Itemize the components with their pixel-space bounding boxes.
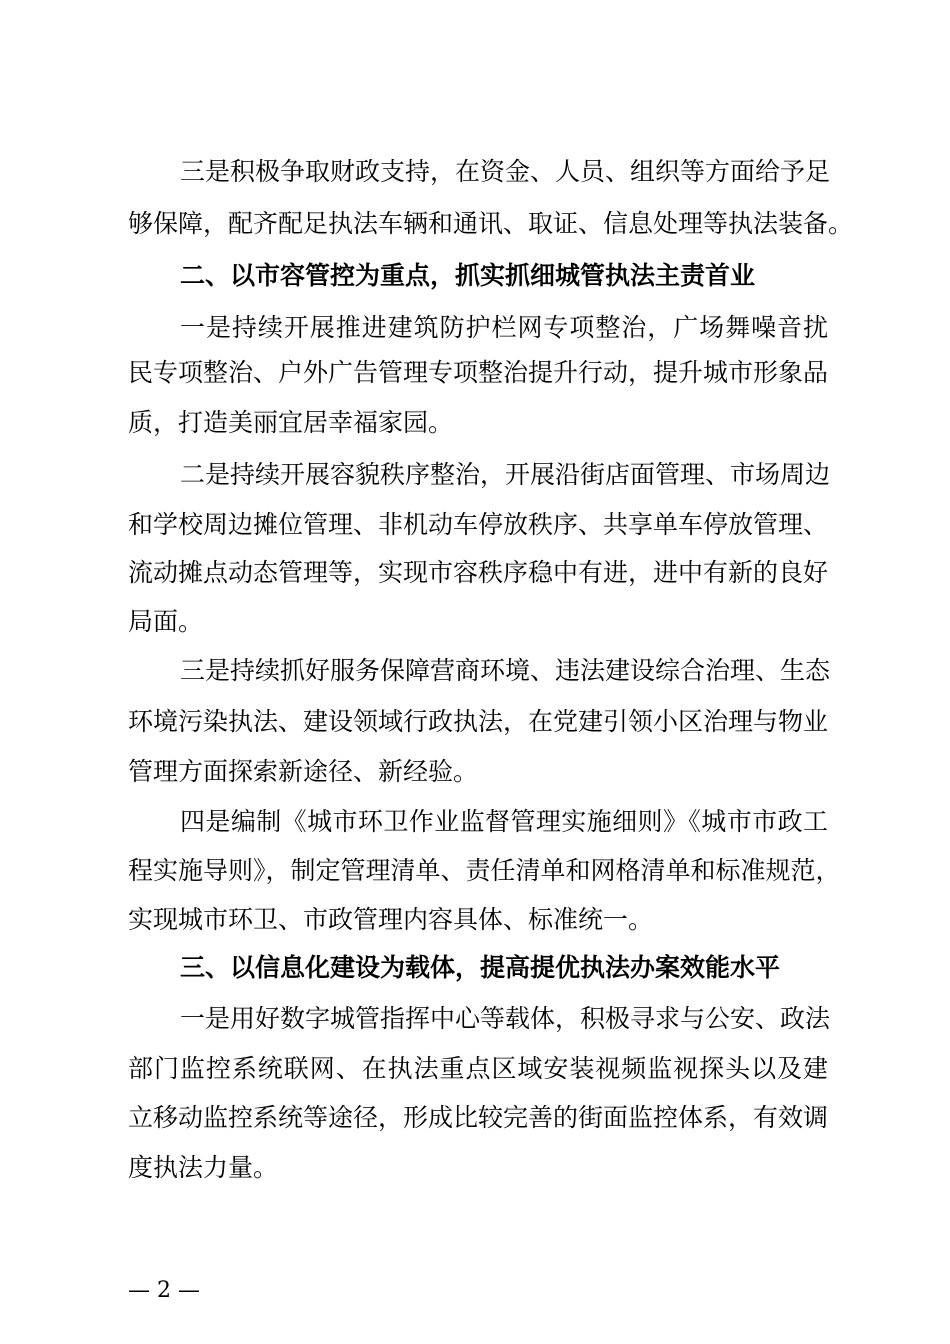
paragraph-4-line-3: 流动摊点动态管理等，实现市容秩序稳中有进，进中有新的良好 (128, 558, 829, 587)
paragraph-4-line-4: 局面。 (128, 607, 204, 636)
paragraph-1-line-2: 够保障，配齐配足执法车辆和通讯、取证、信息处理等执法装备。 (128, 209, 854, 238)
paragraph-3-line-2: 民专项整治、户外广告管理专项整治提升行动，提升城市形象品 (128, 358, 829, 387)
paragraph-1-line-1: 三是积极争取财政支持，在资金、人员、组织等方面给予足 (180, 157, 831, 186)
paragraph-8-line-1: 一是用好数字城管指挥中心等载体，积极寻求与公安、政法 (180, 1004, 831, 1033)
paragraph-6-line-2: 程实施导则》，制定管理清单、责任清单和网格清单和标准规范， (128, 856, 841, 885)
section-heading-3: 三、以信息化建设为载体，提高提优执法办案效能水平 (180, 953, 781, 982)
paragraph-8-line-3: 立移动监控系统等途径，形成比较完善的街面监控体系，有效调 (128, 1103, 829, 1132)
paragraph-8-line-4: 度执法力量。 (128, 1153, 279, 1182)
paragraph-5-line-2: 环境污染执法、建设领域行政执法，在党建引领小区治理与物业 (128, 707, 829, 736)
page-number: — 2 — (128, 1278, 200, 1303)
paragraph-6-line-3: 实现城市环卫、市政管理内容具体、标准统一。 (128, 905, 654, 934)
paragraph-6-line-1: 四是编制《城市环卫作业监督管理实施细则》《城市市政工 (180, 807, 828, 836)
paragraph-3-line-1: 一是持续开展推进建筑防护栏网专项整治，广场舞噪音扰 (180, 313, 828, 342)
paragraph-4-line-1: 二是持续开展容貌秩序整治，开展沿街店面管理、市场周边 (180, 460, 831, 489)
paragraph-5-line-3: 管理方面探索新途径、新经验。 (128, 757, 479, 786)
paragraph-8-line-2: 部门监控系统联网、在执法重点区域安装视频监视探头以及建 (128, 1054, 828, 1083)
paragraph-3-line-3: 质，打造美丽宜居幸福家园。 (128, 408, 454, 437)
paragraph-4-line-2: 和学校周边摊位管理、非机动车停放秩序、共享单车停放管理、 (128, 510, 829, 539)
section-heading-2: 二、以市容管控为重点，抓实抓细城管执法主责首业 (180, 261, 756, 290)
paragraph-5-line-1: 三是持续抓好服务保障营商环境、违法建设综合治理、生态 (180, 656, 831, 685)
